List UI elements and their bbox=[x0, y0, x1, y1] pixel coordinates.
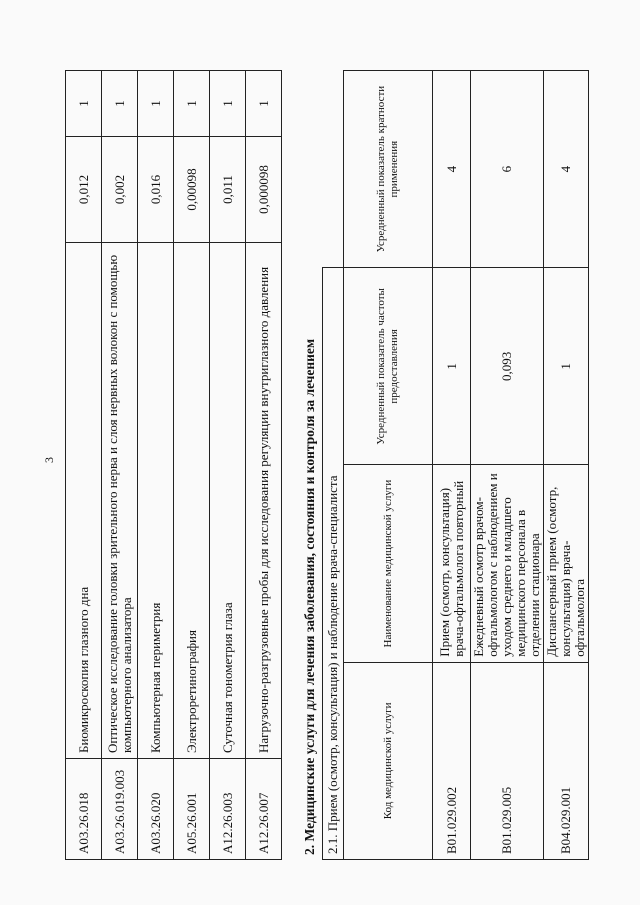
table-row bbox=[433, 71, 471, 860]
service-multiplicity: 1 bbox=[66, 71, 102, 137]
service-code: A03.26.020 bbox=[138, 759, 174, 860]
service-frequency: 1 bbox=[433, 268, 471, 465]
service-frequency: 1 bbox=[544, 268, 589, 465]
header-code: Код медицинской услуги bbox=[344, 662, 433, 859]
service-frequency: 0,00098 bbox=[174, 137, 210, 243]
service-name: Компьютерная периметрия bbox=[138, 243, 174, 759]
service-name: Электроретинография bbox=[174, 243, 210, 759]
service-multiplicity: 1 bbox=[246, 71, 282, 137]
specialist-services-table bbox=[322, 70, 589, 860]
service-code: A03.26.018 bbox=[66, 759, 102, 860]
table-header-row bbox=[344, 71, 433, 860]
service-multiplicity: 1 bbox=[174, 71, 210, 137]
header-frequency: Усредненный показатель частоты предоставления bbox=[344, 268, 433, 465]
service-code: B04.029.001 bbox=[544, 662, 589, 859]
service-name: Суточная тонометрия глаза bbox=[210, 243, 246, 759]
section-title: 2. Медицинские услуги для лечения заболевания, состояния и контроля за лечением bbox=[302, 338, 317, 855]
service-frequency: 0,011 bbox=[210, 137, 246, 243]
header-name: Наименование медицинской услуги bbox=[344, 465, 433, 662]
service-multiplicity: 4 bbox=[433, 71, 471, 268]
service-multiplicity: 1 bbox=[102, 71, 138, 137]
caption-blank-cell bbox=[323, 71, 344, 268]
service-name: Диспансерный прием (осмотр, консультация) врача-офтальмолога bbox=[544, 465, 589, 662]
services-table-continued bbox=[65, 70, 282, 860]
service-multiplicity: 4 bbox=[544, 71, 589, 268]
service-frequency: 0,016 bbox=[138, 137, 174, 243]
service-name: Ежедневный осмотр врачом-офтальмологом с наблюдением и уходом среднего и младшего медицинского персонала в отделении стационара bbox=[471, 465, 544, 662]
rotated-content bbox=[40, 60, 600, 860]
subsection-title: 2.1. Прием (осмотр, консультация) и наблюдение врача-специалиста bbox=[323, 268, 344, 860]
service-name: Прием (осмотр, консультация) врача-офтальмолога повторный bbox=[433, 465, 471, 662]
table-row bbox=[210, 71, 246, 860]
table-row bbox=[174, 71, 210, 860]
service-code: A03.26.019.003 bbox=[102, 759, 138, 860]
service-multiplicity: 1 bbox=[210, 71, 246, 137]
service-code: A12.26.003 bbox=[210, 759, 246, 860]
service-name: Биомикроскопия глазного дна bbox=[66, 243, 102, 759]
service-code: B01.029.002 bbox=[433, 662, 471, 859]
service-frequency: 0,002 bbox=[102, 137, 138, 243]
service-frequency: 0,012 bbox=[66, 137, 102, 243]
service-frequency: 0,000098 bbox=[246, 137, 282, 243]
service-multiplicity: 1 bbox=[138, 71, 174, 137]
table-row bbox=[102, 71, 138, 860]
table-row bbox=[544, 71, 589, 860]
table-row bbox=[138, 71, 174, 860]
service-code: A12.26.007 bbox=[246, 759, 282, 860]
service-name: Оптическое исследование головки зрительного нерва и слоя нервных волокон с помощью компьютерного анализатора bbox=[102, 243, 138, 759]
table-row bbox=[66, 71, 102, 860]
service-frequency: 0,093 bbox=[471, 268, 544, 465]
service-name: Нагрузочно-разгрузовные пробы для исследования регуляции внутриглазного давления bbox=[246, 243, 282, 759]
service-multiplicity: 6 bbox=[471, 71, 544, 268]
table-row bbox=[246, 71, 282, 860]
service-code: B01.029.005 bbox=[471, 662, 544, 859]
table-row bbox=[471, 71, 544, 860]
table-caption-row bbox=[323, 71, 344, 860]
header-multiplicity: Усредненный показатель кратности применения bbox=[344, 71, 433, 268]
service-code: A05.26.001 bbox=[174, 759, 210, 860]
page-number: 3 bbox=[42, 457, 56, 463]
